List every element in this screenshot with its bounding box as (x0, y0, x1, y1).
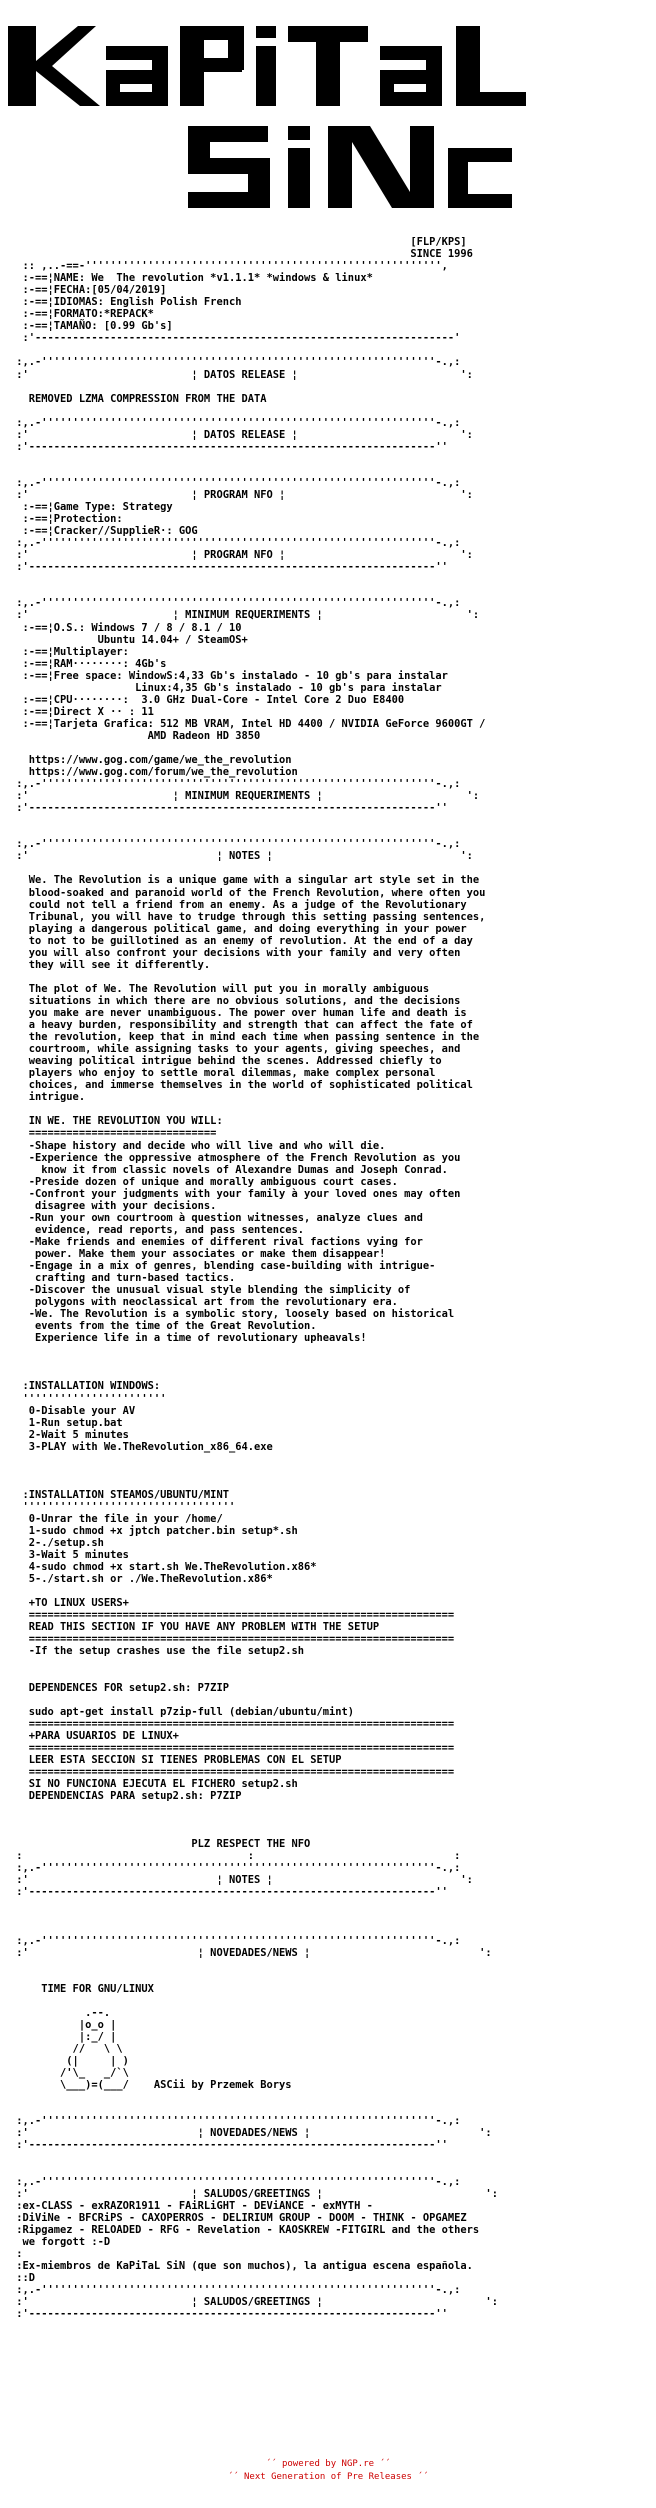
nfo-line: : : : (10, 1850, 461, 1863)
nfo-line (10, 1923, 646, 1935)
nfo-line: DEPENDENCIAS PARA setup2.sh: P7ZIP (10, 1790, 242, 1803)
nfo-line: :,.-'''''''''''''''''''''''''''''''''''''''''''''''''''''''''''''''-.,: (10, 778, 461, 791)
kapital-sin-ascii-logo (8, 6, 648, 236)
nfo-line: :' ¦ SALUDOS/GREETINGS ¦ ': (10, 2296, 498, 2309)
nfo-line: :' ¦ SALUDOS/GREETINGS ¦ ': (10, 2187, 498, 2200)
nfo-line: ==================================================================== (10, 1609, 455, 1622)
nfo-line: :' ¦ NOTES ¦ ': (10, 850, 473, 863)
nfo-line: :-==¦Game Type: Strategy (10, 501, 173, 514)
nfo-line: :'-----------------------------------------------------------------'' (10, 2308, 448, 2321)
nfo-line: :DiViNe - BFCRiPS - CAXOPERROS - DELIRIUM GROUP - DOOM - THINK - OPGAMEZ (10, 2211, 467, 2224)
nfo-line: :-==¦O.S.: Windows 7 / 8 / 8.1 / 10 (10, 621, 242, 634)
nfo-line: :' ¦ MINIMUM REQUERIMENTS ¦ ': (10, 790, 480, 803)
nfo-line (10, 826, 646, 838)
nfo-line (10, 1826, 646, 1838)
nfo-line: -Shape history and decide who will live and who will die. (10, 1139, 386, 1152)
nfo-line: 2-./setup.sh (10, 1537, 104, 1550)
nfo-line: The plot of We. The Revolution will put you in morally ambiguous (10, 982, 430, 995)
nfo-line: :,.-'''''''''''''''''''''''''''''''''''''''''''''''''''''''''''''''-.,: (10, 2115, 461, 2128)
nfo-line: :' ¦ NOVEDADES/NEWS ¦ ': (10, 1946, 492, 1959)
nfo-line (10, 1477, 646, 1489)
nfo-line: -Preside dozen of unique and morally ambiguous court cases. (10, 1175, 398, 1188)
nfo-line: :,.-'''''''''''''''''''''''''''''''''''''''''''''''''''''''''''''''-.,: (10, 537, 461, 550)
nfo-line (10, 1356, 646, 1368)
nfo-line (10, 1802, 646, 1814)
nfo-line: choices, and immerse themselves in the world of sophisticated political (10, 1079, 473, 1092)
nfo-line (10, 453, 646, 465)
nfo-line: :' ¦ PROGRAM NFO ¦ ': (10, 488, 473, 501)
nfo-line: SINCE 1996 (10, 248, 473, 261)
nfo-line: crafting and turn-based tactics. (10, 1272, 236, 1285)
nfo-line (10, 1585, 646, 1597)
nfo-line: :-==¦Protection: (10, 513, 123, 526)
nfo-line: know it from classic novels of Alexandre Dumas and Joseph Conrad. (10, 1163, 448, 1176)
nfo-link-line: https://www.gog.com/forum/we_the_revolution (10, 766, 298, 779)
nfo-line (10, 742, 646, 754)
nfo-line (10, 381, 646, 393)
nfo-line (10, 1995, 646, 2007)
nfo-line (10, 971, 646, 983)
nfo-link-line: https://www.gog.com/game/we_the_revolution (10, 754, 292, 767)
nfo-line: 3-PLAY with We.TheRevolution_x86_64.exe (10, 1440, 273, 1453)
nfo-line: a heavy burden, responsibility and strength that can affect the fate of (10, 1019, 473, 1032)
nfo-line: players who enjoy to settle moral dilemmas, make complex personal (10, 1067, 436, 1080)
nfo-line (10, 1368, 646, 1380)
nfo-line: to not to be guillotined as an enemy of revolution. At the end of a day (10, 934, 473, 947)
nfo-line (10, 344, 646, 356)
nfo-line: ==================================================================== (10, 1717, 455, 1730)
nfo-line: :'-----------------------------------------------------------------'' (10, 440, 448, 453)
nfo-line (10, 573, 646, 585)
nfo-line: the revolution, keep that in mind each time when passing sentence in the (10, 1031, 480, 1044)
nfo-line: SI NO FUNCIONA EJECUTA EL FICHERO setup2.sh (10, 1778, 298, 1790)
nfo-line: 5-./start.sh or ./We.TheRevolution.x86* (10, 1573, 273, 1586)
nfo-line: TIME FOR GNU/LINUX (10, 1982, 154, 1995)
nfo-line: :-==¦RAM········: 4Gb's (10, 657, 167, 670)
nfo-line: :: ,..-==-''''''''''''''''''''''''''''''''''''''''''''''''''''''''', (10, 260, 448, 273)
nfo-line: playing a dangerous political game, and doing everything in your power (10, 922, 467, 935)
nfo-line: -If the setup crashes use the file setup2.sh (10, 1645, 305, 1658)
nfo-line: situations in which there are no obvious solutions, and the decisions (10, 994, 461, 1007)
nfo-line (10, 1898, 646, 1910)
nfo-line: :-==¦CPU········: 3.0 GHz Dual-Core - Intel Core 2 Duo E8400 (10, 693, 405, 706)
nfo-line: REMOVED LZMA COMPRESSION FROM THE DATA (10, 392, 267, 405)
nfo-line: :'-----------------------------------------------------------------'' (10, 2139, 448, 2152)
nfo-line: ==================================================================== (10, 1741, 455, 1754)
nfo-line: PLZ RESPECT THE NFO (10, 1838, 311, 1851)
nfo-line: 0-Disable your AV (10, 1404, 136, 1417)
nfo-line: ==================================================================== (10, 1765, 455, 1778)
nfo-line: weaving political intrigue behind the scenes. Addressed chiefly to (10, 1055, 442, 1068)
nfo-line: :Ex-miembros de KaPiTaL SiN (que son muchos), la antigua escena española. (10, 2259, 473, 2272)
nfo-line: :,.-'''''''''''''''''''''''''''''''''''''''''''''''''''''''''''''''-.,: (10, 2283, 461, 2296)
nfo-line: 0-Unrar the file in your /home/ (10, 1512, 223, 1525)
nfo-line (10, 2091, 646, 2103)
nfo-line: :'-------------------------------------------------------------------' (10, 332, 461, 345)
nfo-line: +PARA USUARIOS DE LINUX+ (10, 1729, 179, 1742)
nfo-line: [FLP/KPS] (10, 236, 467, 248)
nfo-line: Ubuntu 14.04+ / SteamOS+ (10, 633, 248, 646)
footer (0, 2458, 656, 2484)
nfo-line: :Ripgamez - RELOADED - RFG - Revelation - KAOSKREW -FITGIRL and the others (10, 2223, 480, 2236)
nfo-line: :'-----------------------------------------------------------------'' (10, 802, 448, 815)
nfo-line: -Make friends and enemies of different rival factions vying for (10, 1235, 423, 1248)
nfo-line: they will see it differently. (10, 958, 211, 971)
nfo-line: :' ¦ PROGRAM NFO ¦ ': (10, 549, 473, 562)
nfo-line: -Engage in a mix of genres, blending case-building with intrigue- (10, 1259, 436, 1272)
nfo-line: '''''''''''''''''''''''''''''''''' (10, 1500, 236, 1513)
nfo-line: :' ¦ DATOS RELEASE ¦ ': (10, 368, 473, 381)
nfo-line: |:_/ | (10, 2030, 117, 2043)
nfo-line: :-==¦IDIOMAS: English Polish French (10, 296, 242, 309)
footer-tagline: ´´ Next Generation of Pre Releases ´´ (227, 2472, 429, 2482)
nfo-line: |o_o | (10, 2018, 117, 2031)
nfo-line (10, 1658, 646, 1670)
nfo-line: 1-Run setup.bat (10, 1416, 123, 1429)
nfo-line: +TO LINUX USERS+ (10, 1597, 129, 1610)
nfo-line: Tribunal, you will have to trudge through this setting passing sentences, (10, 910, 486, 923)
nfo-line: -Confront your judgments with your family à your loved ones may often (10, 1187, 461, 1200)
nfo-line: blood-soaked and paranoid world of the French Revolution, where often you (10, 886, 486, 899)
nfo-line (10, 585, 646, 597)
nfo-line (10, 1453, 646, 1465)
nfo-line: :,.-'''''''''''''''''''''''''''''''''''''''''''''''''''''''''''''''-.,: (10, 356, 461, 369)
nfo-line: 1-sudo chmod +x jptch patcher.bin setup*.sh (10, 1525, 298, 1538)
nfo-line: DEPENDENCES FOR setup2.sh: P7ZIP (10, 1681, 229, 1694)
nfo-line: :' ¦ MINIMUM REQUERIMENTS ¦ ': (10, 609, 480, 622)
nfo-line: :'-----------------------------------------------------------------'' (10, 561, 448, 574)
nfo-line: :INSTALLATION WINDOWS: (10, 1380, 161, 1393)
nfo-line (10, 1814, 646, 1826)
nfo-line: :-==¦TAMAÑO: [0.99 Gb's] (10, 320, 173, 333)
nfo-line: :-==¦Free space: WindowS:4,33 Gb's instalado - 10 gb's para instalar (10, 669, 448, 682)
nfo-line: /'\_ _/`\ (10, 2067, 129, 2080)
nfo-line: ''''''''''''''''''''''' (10, 1392, 167, 1405)
nfo-line (10, 1465, 646, 1477)
nfo-line: :-==¦FECHA:[05/04/2019] (10, 284, 167, 297)
nfo-line: Experience life in a time of revolutionary upheavals! (10, 1332, 367, 1345)
nfo-line (10, 2103, 646, 2115)
footer-powered-by: ´´ powered by NGP.re ´´ (265, 2459, 391, 2469)
nfo-line: :' ¦ NOTES ¦ ': (10, 1874, 473, 1887)
nfo-line (10, 2151, 646, 2163)
nfo-line: polygons with neoclassical art from the revolutionary era. (10, 1296, 398, 1309)
nfo-line: :,.-'''''''''''''''''''''''''''''''''''''''''''''''''''''''''''''''-.,: (10, 416, 461, 429)
nfo-line: :-==¦Direct X ·· : 11 (10, 705, 154, 718)
nfo-line (10, 465, 646, 477)
nfo-line: -Discover the unusual visual style blending the simplicity of (10, 1284, 411, 1297)
nfo-line: :' ¦ DATOS RELEASE ¦ ': (10, 428, 473, 441)
nfo-line: :-==¦Tarjeta Grafica: 512 MB VRAM, Intel HD 4400 / NVIDIA GeForce 9600GT / (10, 717, 486, 730)
nfo-line (10, 814, 646, 826)
nfo-line: :,.-'''''''''''''''''''''''''''''''''''''''''''''''''''''''''''''''-.,: (10, 1862, 461, 1875)
nfo-line: sudo apt-get install p7zip-full (debian/ubuntu/mint) (10, 1705, 355, 1718)
nfo-line: events from the time of the Great Revolution. (10, 1320, 317, 1333)
nfo-line: We. The Revolution is a unique game with a singular art style set in the (10, 874, 480, 887)
nfo-line: :' ¦ NOVEDADES/NEWS ¦ ': (10, 2127, 492, 2140)
nfo-line: -Run your own courtroom à question witnesses, analyze clues and (10, 1211, 423, 1224)
nfo-line (10, 862, 646, 874)
nfo-line (10, 1959, 646, 1971)
nfo-line: evidence, read reports, and pass sentences. (10, 1223, 305, 1236)
nfo-line: READ THIS SECTION IF YOU HAVE ANY PROBLEM WITH THE SETUP (10, 1621, 380, 1634)
nfo-line: :,.-'''''''''''''''''''''''''''''''''''''''''''''''''''''''''''''''-.,: (10, 597, 461, 610)
nfo-line: :,.-'''''''''''''''''''''''''''''''''''''''''''''''''''''''''''''''-.,: (10, 2175, 461, 2188)
nfo-line: .--. (10, 2006, 111, 2019)
nfo-line: :,.-'''''''''''''''''''''''''''''''''''''''''''''''''''''''''''''''-.,: (10, 838, 461, 851)
nfo-line: disagree with your decisions. (10, 1199, 217, 1212)
nfo-line: :,.-'''''''''''''''''''''''''''''''''''''''''''''''''''''''''''''''-.,: (10, 476, 461, 489)
nfo-line: AMD Radeon HD 3850 (10, 729, 261, 742)
nfo-line: ============================== (10, 1127, 217, 1140)
nfo-line: :ex-CLASS - exRAZOR1911 - FAiRLiGHT - DEViANCE - exMYTH - (10, 2199, 373, 2212)
nfo-line: power. Make them your associates or make them disappear! (10, 1247, 386, 1260)
nfo-line: 2-Wait 5 minutes (10, 1428, 129, 1441)
nfo-line: LEER ESTA SECCION SI TIENES PROBLEMAS CON EL SETUP (10, 1753, 342, 1766)
nfo-line: :,.-'''''''''''''''''''''''''''''''''''''''''''''''''''''''''''''''-.,: (10, 1934, 461, 1947)
nfo-text-body (10, 236, 646, 2320)
nfo-line: // \ \ (10, 2043, 123, 2056)
nfo-line: \___)=(___/ ASCii by Przemek Borys (10, 2079, 292, 2092)
nfo-line: 4-sudo chmod +x start.sh We.TheRevolution.x86* (10, 1561, 317, 1574)
nfo-line: 3-Wait 5 minutes (10, 1549, 129, 1562)
nfo-line: (| | ) (10, 2055, 129, 2068)
nfo-line (10, 405, 646, 417)
nfo-line: intrigue. (10, 1091, 86, 1104)
nfo-line: -Experience the oppressive atmosphere of the French Revolution as you (10, 1151, 461, 1164)
nfo-line: :'-----------------------------------------------------------------'' (10, 1886, 448, 1899)
nfo-line: could not tell a friend from an enemy. As a judge of the Revolutionary (10, 898, 467, 911)
nfo-line (10, 1971, 646, 1983)
nfo-line: IN WE. THE REVOLUTION YOU WILL: (10, 1115, 223, 1128)
nfo-line: :-==¦NAME: We The revolution *v1.1.1* *windows & linux* (10, 272, 373, 285)
nfo-line: you make are never unambiguous. The power over human life and death is (10, 1007, 467, 1019)
nfo-line: we forgott :-D (10, 2235, 111, 2248)
nfo-line: :-==¦Multiplayer: (10, 645, 129, 658)
nfo-line (10, 1670, 646, 1682)
nfo-line: :-==¦Cracker//SupplieR·: GOG (10, 525, 198, 538)
nfo-line: ==================================================================== (10, 1633, 455, 1646)
nfo-line: courtroom, while assigning tasks to your agents, giving speeches, and (10, 1043, 461, 1056)
nfo-line (10, 1344, 646, 1356)
nfo-line: -We. The Revolution is a symbolic story, loosely based on historical (10, 1308, 455, 1321)
nfo-line (10, 1694, 646, 1706)
nfo-line (10, 2164, 646, 2176)
nfo-line: :INSTALLATION STEAMOS/UBUNTU/MINT (10, 1488, 229, 1501)
nfo-line: you will also confront your decisions with your family and very often (10, 946, 461, 959)
nfo-line: Linux:4,35 Gb's instalado - 10 gb's para instalar (10, 681, 442, 694)
nfo-line (10, 1103, 646, 1115)
nfo-line: : (10, 2247, 23, 2260)
nfo-line: :-==¦FORMATO:*REPACK* (10, 308, 154, 321)
nfo-line (10, 1911, 646, 1923)
nfo-line: ::D (10, 2271, 36, 2284)
